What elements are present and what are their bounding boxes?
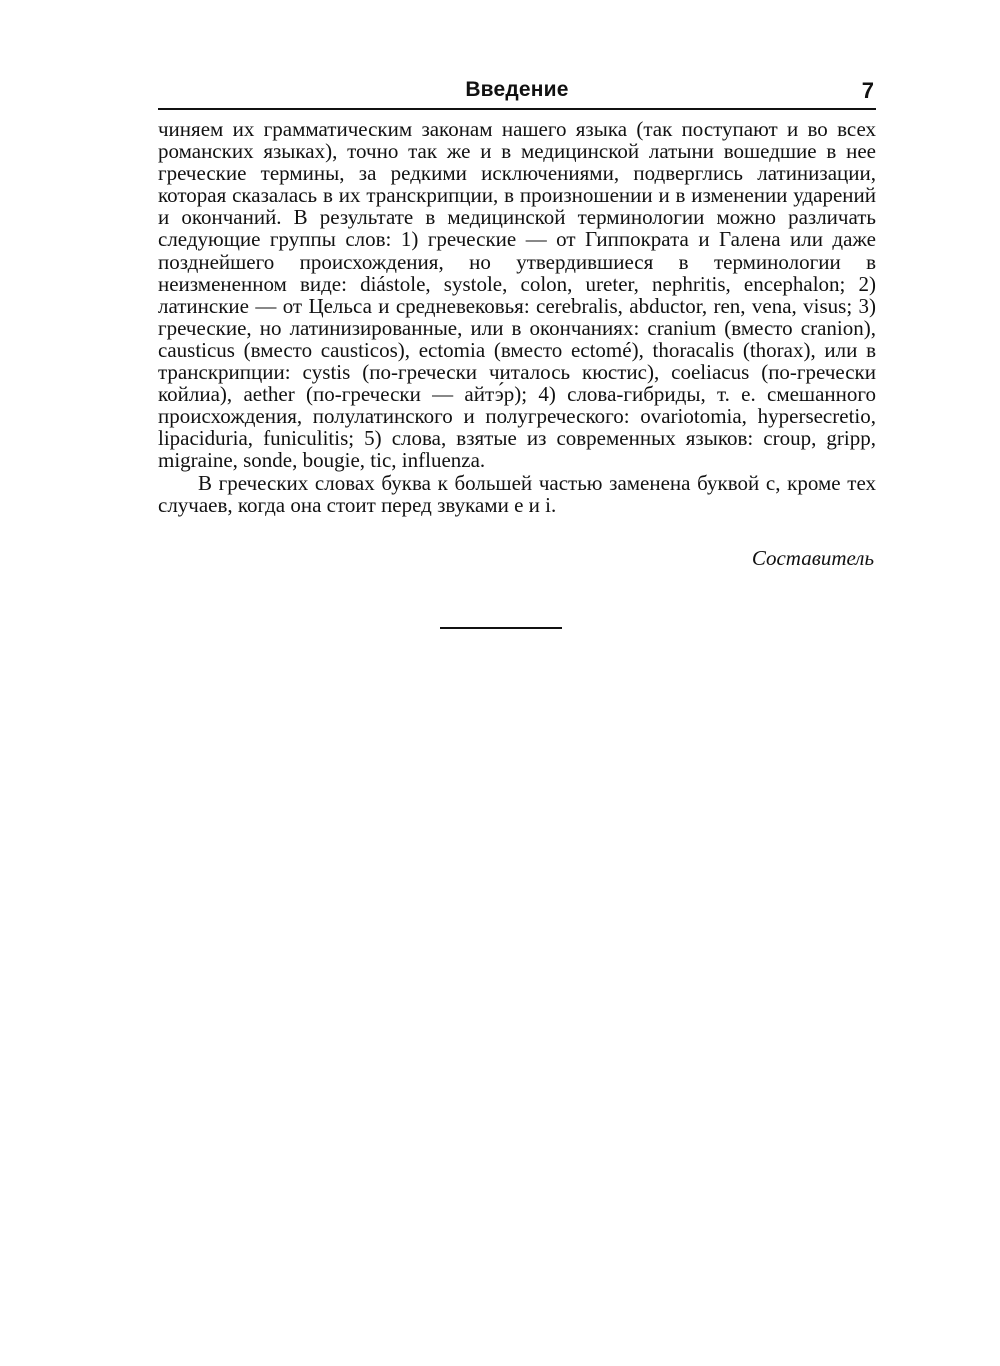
signature: Составитель — [751, 545, 874, 570]
header-rule — [158, 108, 876, 110]
body-text — [158, 118, 876, 516]
page-number: 7 — [861, 78, 874, 103]
section-title: Введение — [465, 78, 569, 101]
end-rule — [440, 627, 562, 629]
paragraph-1: чиняем их грамматическим законам нашего языка (так поступают и во всех романских языках), точно так же и в медицинской латыни вошедшие в нее греческие термины, за редкими исключениями, подверглись латинизации, которая сказалась в их транскрипции, в произношении и в изменении ударений и окончаний. В результате в медицинской терминологии можно различать следующие группы слов: 1) греческие — от Гиппократа и Галена или даже позднейшего происхождения, но утвердившиеся в терминологии в неизмененном виде: diástole, systole, colon, ureter, nephritis, encephalon; 2) латинские — от Цельса и средневековья: cerebralis, abductor, ren, vena, visus; 3) греческие, но латинизированные, или в окончаниях: cranium (вместо cranion), causticus (вместо causticos), ectomia (вместо ectomé), thoracalis (thorax), или в транскрипции: cystis (по-гречески читалось кюстис), coeliacus (по-гречески койлиа), aether (по-гречески — айтэ́р); 4) слова-гибриды, т. е. смешанного происхождения, полулатинского и полугреческого: ovariotomia, hypersecretio, lipaciduria, funiculitis; 5) слова, взятые из современных языков: croup, gripp, migraine, sonde, bougie, tic, influenza. — [158, 117, 876, 473]
running-header — [158, 78, 876, 106]
page — [158, 78, 876, 571]
paragraph-2: В греческих словах буква к большей частью заменена буквой c, кроме тех случаев, когда она стоит перед звуками e и i. — [158, 470, 876, 517]
